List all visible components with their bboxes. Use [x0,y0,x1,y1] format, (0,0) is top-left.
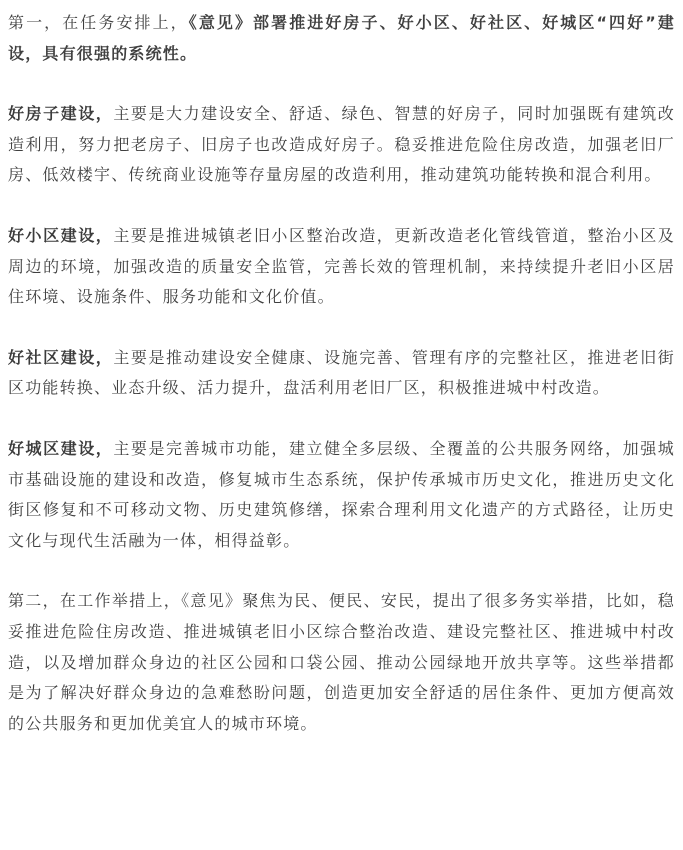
paragraph-text: 主要是推动建设安全健康、设施完善、管理有序的完整社区，推进老旧街区功能转换、业态升级、活力提升，盘活利用老旧厂区，积极推进城中村改造。 [8,347,675,398]
paragraph-good-district [8,434,675,556]
paragraph-text: 主要是大力建设安全、舒适、绿色、智慧的好房子，同时加强既有建筑改造利用，努力把老房子、旧房子也改造成好房子。稳妥推进危险住房改造，加强老旧厂房、低效楼宇、传统商业设施等存量房屋的改造利用，推动建筑功能转换和混合利用。 [8,104,675,185]
paragraph-lead: 第一，在任务安排上， [8,13,189,32]
paragraph-work-measures [8,586,675,739]
paragraph-good-house [8,99,675,191]
paragraph-text: 第二，在工作举措上，《意见》聚焦为民、便民、安民，提出了很多务实举措，比如，稳妥推进危险住房改造、推进城镇老旧小区综合整治改造、建设完整社区、推进城中村改造，以及增加群众身边的社区公园和口袋公园、推动公园绿地开放共享等。这些举措都是为了解决好群众身边的急难愁盼问题，创造更加安全舒适的居住条件、更加方便高效的公共服务和更加优美宜人的城市环境。 [8,591,675,733]
section-label-good-district: 好城区建设， [8,438,114,458]
section-label-good-neighborhood: 好小区建设， [8,225,114,245]
paragraph-task-arrangement [8,8,675,69]
section-label-good-community: 好社区建设， [8,347,114,367]
paragraph-good-neighborhood [8,221,675,313]
paragraph-good-community [8,343,675,404]
section-label-good-house: 好房子建设， [8,104,114,124]
paragraph-text: 主要是推进城镇老旧小区整治改造，更新改造老化管线管道，整治小区及周边的环境，加强改造的质量安全监管，完善长效的管理机制，来持续提升老旧小区居住环境、设施条件、服务功能和文化价值。 [8,225,675,307]
paragraph-bold-text: 《意见》部署推进好房子、好小区、好社区、好城区“四好”建设，具有很强的系统性。 [8,13,675,63]
paragraph-text: 主要是完善城市功能，建立健全多层级、全覆盖的公共服务网络，加强城市基础设施的建设和改造，修复城市生态系统，保护传承城市历史文化，推进历史文化街区修复和不可移动文物、历史建筑修缮，探索合理利用文化遗产的方式路径，让历史文化与现代生活融为一体，相得益彰。 [8,438,675,550]
